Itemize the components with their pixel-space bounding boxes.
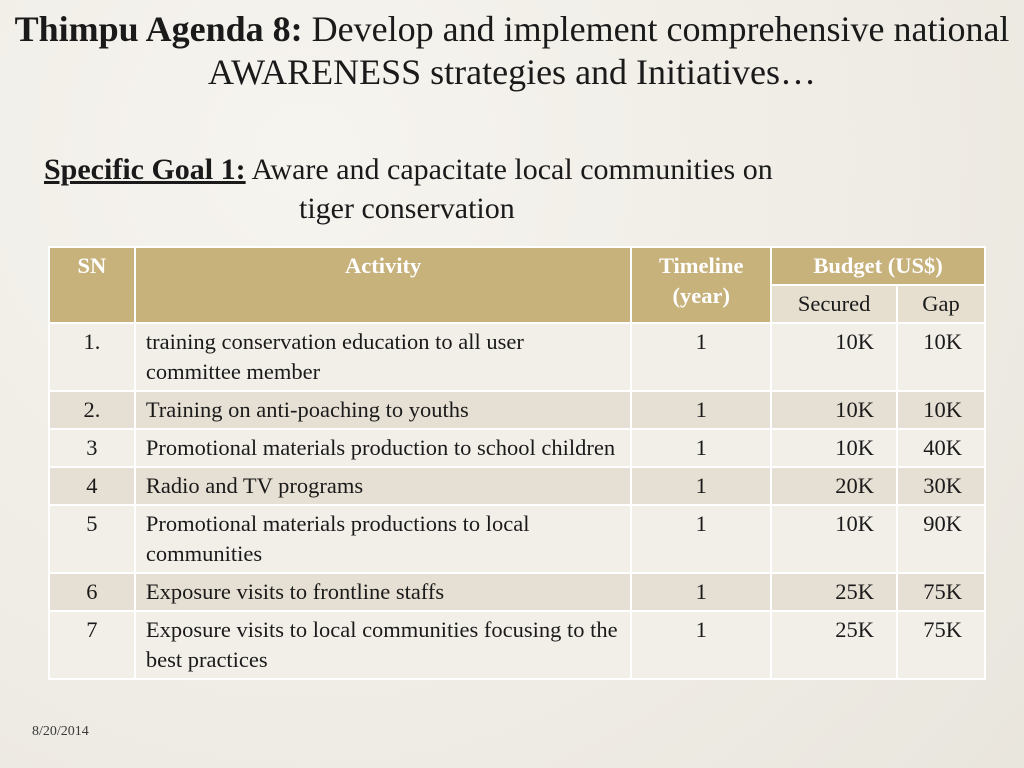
cell-timeline: 1 — [631, 573, 771, 611]
cell-secured: 20K — [771, 467, 897, 505]
cell-activity: Exposure visits to local communities focusing to the best practices — [135, 611, 631, 679]
cell-sn: 4 — [49, 467, 135, 505]
cell-secured: 10K — [771, 391, 897, 429]
cell-activity: Radio and TV programs — [135, 467, 631, 505]
cell-gap: 75K — [897, 611, 985, 679]
cell-timeline: 1 — [631, 505, 771, 573]
header-gap: Gap — [897, 285, 985, 323]
header-timeline: Timeline (year) — [631, 247, 771, 323]
slide-date: 8/20/2014 — [32, 724, 89, 739]
goal-text-line1: Aware and capacitate local communities on — [251, 153, 773, 186]
header-activity: Activity — [135, 247, 631, 323]
cell-gap: 40K — [897, 429, 985, 467]
cell-activity: training conservation education to all user committee member — [135, 323, 631, 391]
table-row — [49, 573, 985, 611]
table-row — [49, 611, 985, 679]
goal-text-line2: tiger conservation — [299, 192, 515, 225]
budget-table — [48, 246, 986, 680]
cell-secured: 10K — [771, 429, 897, 467]
specific-goal — [44, 150, 984, 228]
cell-gap: 75K — [897, 573, 985, 611]
cell-timeline: 1 — [631, 467, 771, 505]
table-row — [49, 391, 985, 429]
cell-gap: 90K — [897, 505, 985, 573]
header-row — [49, 247, 985, 285]
agenda-label: Thimpu Agenda 8: — [14, 9, 303, 49]
cell-secured: 25K — [771, 573, 897, 611]
cell-secured: 10K — [771, 505, 897, 573]
cell-sn: 6 — [49, 573, 135, 611]
cell-sn: 2. — [49, 391, 135, 429]
header-budget: Budget (US$) — [771, 247, 985, 285]
cell-activity: Exposure visits to frontline staffs — [135, 573, 631, 611]
cell-gap: 10K — [897, 323, 985, 391]
header-sn: SN — [49, 247, 135, 323]
cell-gap: 30K — [897, 467, 985, 505]
cell-gap: 10K — [897, 391, 985, 429]
cell-secured: 10K — [771, 323, 897, 391]
cell-sn: 7 — [49, 611, 135, 679]
cell-activity: Promotional materials production to school children — [135, 429, 631, 467]
cell-timeline: 1 — [631, 391, 771, 429]
table-row — [49, 323, 985, 391]
cell-timeline: 1 — [631, 611, 771, 679]
agenda-text: Develop and implement comprehensive national AWARENESS strategies and Initiatives… — [207, 9, 1010, 92]
table-row — [49, 467, 985, 505]
cell-timeline: 1 — [631, 323, 771, 391]
goal-label: Specific Goal 1: — [44, 153, 246, 186]
cell-secured: 25K — [771, 611, 897, 679]
table-row — [49, 505, 985, 573]
cell-sn: 1. — [49, 323, 135, 391]
header-secured: Secured — [771, 285, 897, 323]
table-row — [49, 429, 985, 467]
slide-title — [0, 8, 1024, 94]
cell-timeline: 1 — [631, 429, 771, 467]
cell-sn: 5 — [49, 505, 135, 573]
cell-activity: Training on anti-poaching to youths — [135, 391, 631, 429]
cell-activity: Promotional materials productions to local communities — [135, 505, 631, 573]
cell-sn: 3 — [49, 429, 135, 467]
